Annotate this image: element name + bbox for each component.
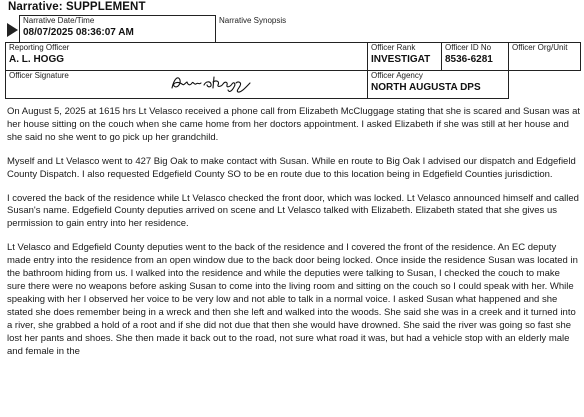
narrative-synopsis-cell — [216, 16, 581, 43]
officer-signature — [166, 71, 256, 95]
signature-scribble — [166, 71, 256, 95]
officer-id-value: 8536-6281 — [445, 54, 493, 65]
officer-signature-cell — [6, 71, 368, 99]
narrative-date-value: 08/07/2025 08:36:07 AM — [23, 27, 134, 38]
narrative-paragraph: On August 5, 2025 at 1615 hrs Lt Velasco received a phone call from Elizabeth McCluggage stating that she is scared and Susan was at her house sitting on the couch when she came home from her doctors appointment. I asked Elizabeth if she was still at her house and she said no she went to go pick up her grandchild. — [7, 106, 580, 143]
officer-agency-label: Officer Agency — [371, 71, 423, 80]
narrative-body — [7, 106, 581, 369]
reporting-officer-value: A. L. HOGG — [9, 54, 64, 65]
page-title: Narrative: SUPPLEMENT — [8, 1, 146, 13]
officer-rank-cell — [368, 43, 442, 71]
officer-org-label: Officer Org/Unit — [512, 43, 568, 52]
empty-cell — [509, 71, 581, 99]
narrative-date-cell — [20, 16, 216, 43]
officer-agency-value: NORTH AUGUSTA DPS — [371, 82, 481, 93]
officer-rank-label: Officer Rank — [371, 43, 416, 52]
officer-id-label: Officer ID No — [445, 43, 492, 52]
narrative-synopsis-label: Narrative Synopsis — [219, 15, 287, 25]
narrative-paragraph: I covered the back of the residence while Lt Velasco checked the front door, which was locked. Lt Velasco announced himself and called Susan's name. Edgefield County deputies arrived on scene and Lt Velasco talked with Elizabeth. Elizabeth stated that she gives us permission to gain entry into her residence. — [7, 192, 579, 230]
reporting-officer-label: Reporting Officer — [9, 43, 70, 52]
officer-org-cell — [509, 43, 581, 71]
officer-agency-cell — [368, 71, 509, 99]
officer-rank-value: INVESTIGAT — [371, 54, 431, 65]
officer-signature-label: Officer Signature — [9, 71, 69, 80]
narrative-paragraph: Myself and Lt Velasco went to 427 Big Oak to make contact with Susan. While en route to Big Oak I advised our dispatch and Edgefield County Dispatch. I also requested Edgefield County SO to be en route due to this location being in Edgefield Counties jurisdiction. — [7, 155, 576, 180]
row-pointer-icon — [7, 23, 18, 37]
officer-id-cell — [442, 43, 509, 71]
narrative-paragraph: Lt Velasco and Edgefield County deputies went to the back of the residence and I covered the front of the residence. An EC deputy made entry into the residence from an open window due to the back door being locked. Once inside the residence Susan was located in the bathroom hiding from us. I walked into the residence and while the deputies were talking to Susan, I checked the couch to make sure there were no weapons before asking Susan to come into the living room and sitting on the couch so I could speak with her. While speaking with her I observed her voice to be very low and not able to talk in a normal voice. I asked Susan what happened and she stated she does remember being in a wreck and then she left and walked into the woods. She said she was in a creek and it turned into a river, she grabbed a hold of a root and if she did not due that then she would have drowned. She said the river was going so fast she lost her pants and shoes. She then made it back out to the road, not sure what road it was, but had a vehicle stop with an elderly male and female in the — [7, 242, 578, 357]
officer-info-table — [5, 15, 581, 99]
reporting-officer-cell — [6, 43, 368, 71]
narrative-date-label: Narrative Date/Time — [23, 16, 95, 25]
row-pointer — [6, 16, 20, 43]
